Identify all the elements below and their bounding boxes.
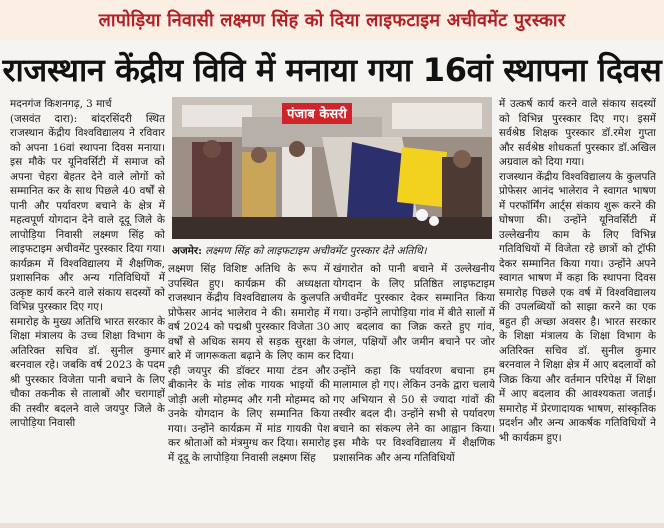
article-column-1: मदनगंज किशनगढ़, 3 मार्च (जसवंत दारा): बांदरसिंदरी स्थित राजस्थान केंद्रीय विश्वविद्यालय ने रविवार को अपना 16वां स्थापना दिवस मनाया। इस मौके पर यूनिवर्सिटी में समाज को अपना चेहरा बेहतर देने वाले लोगों को सम्मानित कर के साथ पिछले 40 वर्षों से पानी और पर्यावरण बचाने के क्षेत्र में महत्वपूर्ण योगदान देने वाले दूदू जिले के लापोड़िया निवासी लक्ष्मण सिंह को लाइफटाइम अचीवमेंट पुरस्कार दिया गया। कार्यक्रम में विश्वविद्यालय में शैक्षणिक, प्रशासनिक और अन्य गतिविधियों में उत्कृष्ट कार्य करने वाले संकाय सदस्यों को विभिन्न पुरस्कार दिए गए। समारोह के मुख्य अतिथि भारत सरकार के शिक्षा मंत्रालय के उच्च शिक्षा विभाग के अतिरिक्त सचिव डॉ. सुनील कुमार बरनवाल रहे। जबकि वर्ष 2023 के पदम श्री पुरस्कार विजेता पानी बचाने के लिए चौका तकनीक से तालाबों और चरागाहों की तस्वीर बदलने वाले जयपुर जिले के लापोड़िया निवासी bbox=[10, 98, 165, 429]
news-photo bbox=[172, 97, 492, 239]
page-bottom-edge bbox=[0, 523, 664, 528]
article-column-3: खंगारोत को पानी बचाने में उल्लेखनीय योगदान के लिए प्रतिष्ठित लाइफटाइम अचीवमेंट पुरस्कार देकर सम्मानित किया गया। उन्होंने लापोड़िया गांव में बीते सालों में आए बदलाव का जिक्र करते हुए गांव, जंगल, पक्षियों और जमीन बचाने पर जोर दिया। उन्होंने कहा कि पर्यावरण बचाना हम मालामाल हो गए। लेकिन उनके द्वारा चलाये गए अभियान से 50 से ज्यादा गांवों की तस्वीर बदल दी। उन्होंने सभी से पर्यावरण बचाने का संकल्प लेने का आह्वान किया। इस मौके पर विश्वविद्यालय में शैक्षणिक प्रशासनिक और अन्य गतिविधियों bbox=[333, 263, 495, 464]
top-headline: लापोड़िया निवासी लक्ष्मण सिंह को दिया लाइफटाइम अचीवमेंट पुरस्कार bbox=[98, 10, 566, 31]
main-headline-block bbox=[0, 43, 664, 95]
article-column-4: में उत्कर्ष कार्य करने वाले संकाय सदस्यों को विभिन्न पुरस्कार दिए गए। इसमें सर्वश्रेष्ठ शिक्षक पुरस्कार डॉ.रमेश गुप्ता और सर्वश्रेष्ठ शोधकर्ता पुरस्कार डॉ.अखिल अग्रवाल को दिया गया। राजस्थान केंद्रीय विश्वविद्यालय के कुलपति प्रोफेसर आनंद भालेराव ने स्वागत भाषण में परफॉर्मिंग आर्ट्स संकाय शुरू करने की घोषणा की। उन्होंने यूनिवर्सिटी में उल्लेखनीय काम के लिए विभिन्न गतिविधियों में विजेता रहे छात्रों को ट्रॉफी देकर सम्मानित किया गया। उन्होंने अपने स्वागत भाषण में कहा कि स्थापना दिवस समारोह पिछले एक वर्ष में विश्वविद्यालय की उपलब्धियों को साझा करने का एक बहुत ही अच्छा अवसर है। भारत सरकार के शिक्षा मंत्रालय के शिक्षा विभाग के अतिरिक्त सचिव डॉ. सुनील कुमार बरनवाल ने शिक्षा क्षेत्र में आए बदलावों को जिक्र किया और वर्तमान परिपेक्ष में शिक्षा में आए बदलाव की आवश्यकता जताई। समारोह में प्रेरणादायक भाषण, सांस्कृतिक प्रदर्शन और अन्य आकर्षक गतिविधियों ने भी कार्यक्रम हुए। bbox=[499, 98, 656, 444]
article-column-2: लक्ष्मण सिंह विशिष्ट अतिथि के रूप में उपस्थित हुए। कार्यक्रम की अध्यक्षता राजस्थान केंद्रीय विश्वविद्यालय के कुलपति प्रोफेसर आनंद भालेराव ने की। समारोह में वर्ष 2024 को पद्मश्री पुरस्कार विजेता 30 वर्षों से अधिक समय से सड़क सुरक्षा के बारे में जागरूकता बढ़ाने के लिए काम कर रही जयपुर की डॉक्टर माया टंडन और बीकानेर के मांड लोक गायक भाइयों की जोड़ी अली मोहम्मद और गनी मोहम्मद को उनके योगदान के लिए सम्मानित किया गया। उन्होंने कार्यक्रम में मांड गायकी पेश कर श्रोताओं को मंत्रमुग्ध कर दिया। समारोह में दूदू के लापोड़िया निवासी लक्ष्मण सिंह bbox=[168, 263, 330, 464]
photo-caption bbox=[172, 242, 494, 260]
caption-text: लक्ष्मण सिंह को लाइफटाइम अचीवमेंट पुरस्कार देते अतिथि। bbox=[201, 245, 427, 257]
main-headline: राजस्थान केंद्रीय विवि में मनाया गया 16वां स्थापना दिवस bbox=[2, 50, 662, 89]
newspaper-brand-label: पंजाब केसरी bbox=[282, 103, 352, 124]
caption-place: अजमेर: bbox=[172, 245, 202, 257]
top-headline-strip bbox=[0, 0, 664, 40]
